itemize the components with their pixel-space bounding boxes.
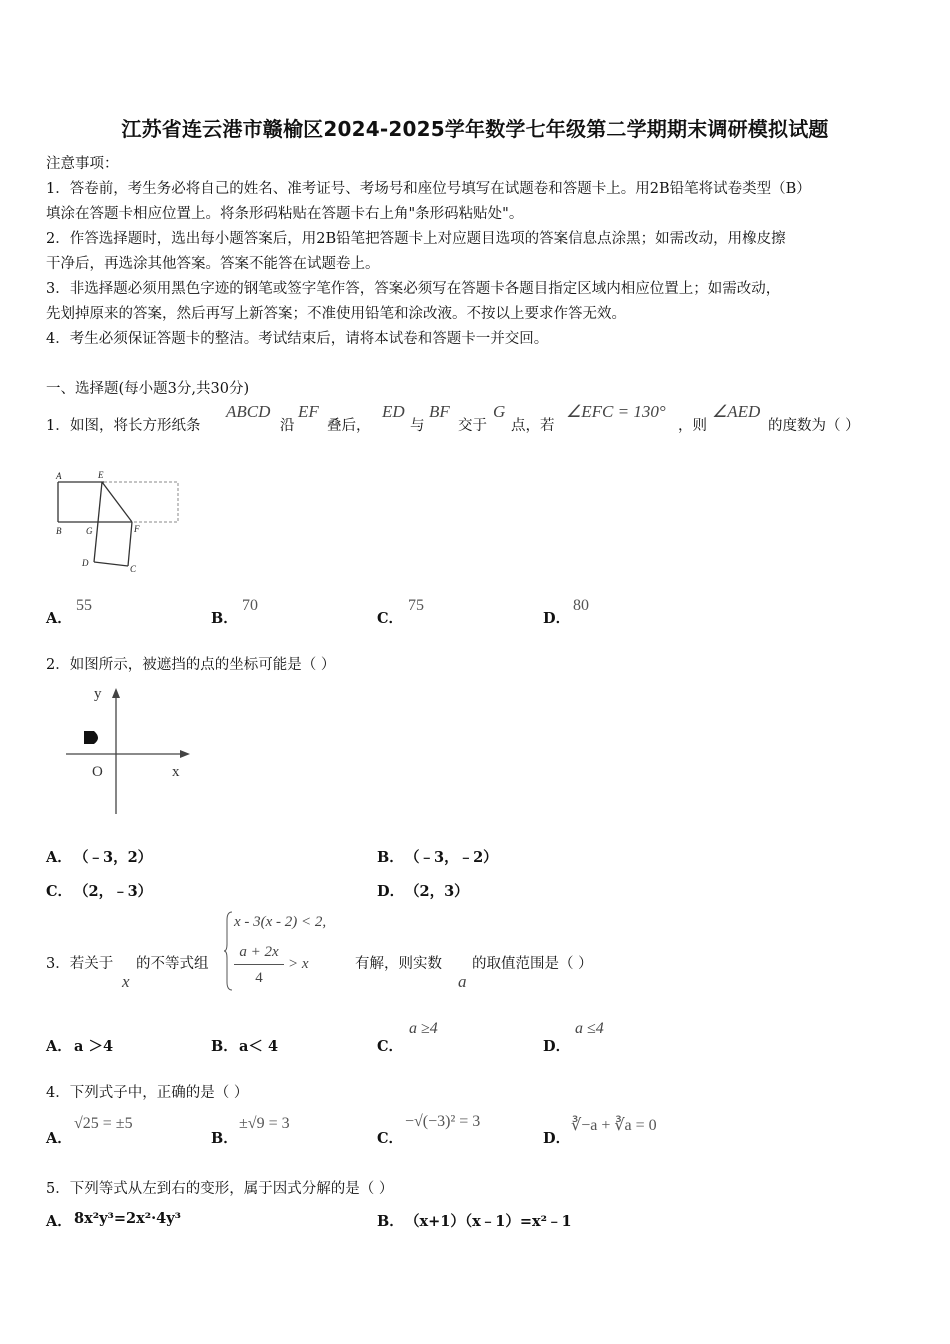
option-label: C．: [377, 1038, 404, 1055]
notice-line: 先划掉原来的答案，然后再写上新答案；不准使用铅笔和涂改液。不按以上要求作答无效。: [46, 306, 626, 322]
q4-text: 4．下列式子中，正确的是（ ）: [46, 1085, 249, 1101]
q3-text: 的取值范围是（ ）: [472, 956, 593, 972]
option-label: D．: [543, 1130, 571, 1147]
option-label: B．: [377, 1213, 404, 1230]
notice-line: 填涂在答题卡相应位置上。将条形码粘贴在答题卡右上角"条形码粘贴处"。: [46, 206, 524, 222]
q1-text: 点，若: [511, 418, 555, 434]
option-label: C．: [377, 1130, 404, 1147]
page-title: 江苏省连云港市赣榆区2024-2025学年数学七年级第二学期期末调研模拟试题: [121, 117, 829, 141]
option-label: B．: [377, 849, 404, 866]
fraction-rhs: > x: [288, 956, 309, 972]
option-label: A．: [46, 1130, 72, 1147]
notice-heading: 注意事项：: [46, 156, 119, 172]
option-label: A．: [46, 610, 72, 627]
x-axis-label: x: [172, 764, 180, 780]
option-value: （2，3）: [405, 883, 469, 900]
option-value: √25 = ±5: [74, 1115, 133, 1132]
option-value: （x+1）（x﹣1）=x²﹣1: [405, 1213, 572, 1230]
q3-text: 有解，则实数: [355, 956, 442, 972]
origin-label: O: [92, 764, 103, 780]
fraction-denominator: 4: [255, 970, 263, 986]
q2-text: 2．如图所示，被遮挡的点的坐标可能是（ ）: [46, 657, 336, 673]
option-value: a ≥4: [409, 1020, 438, 1037]
option-label: C．: [46, 883, 73, 900]
folded-rectangle-figure: [48, 466, 188, 578]
q1-math: EF: [298, 402, 319, 421]
q3-text: 的不等式组: [136, 956, 209, 972]
q1-text: 叠后，: [327, 418, 371, 434]
fraction-numerator: a + 2x: [239, 944, 279, 960]
option-label: C．: [377, 610, 404, 627]
fraction-bar: [234, 964, 284, 965]
option-label: A．: [46, 849, 72, 866]
q1-math: ∠AED: [712, 402, 761, 421]
q1-text: 如图，将长方形纸条: [70, 418, 201, 434]
label-a: A: [56, 471, 62, 481]
q1-math: ABCD: [226, 402, 271, 421]
option-value: ∛−a + ∛a = 0: [571, 1117, 657, 1134]
q1-math: BF: [429, 402, 450, 421]
label-g: G: [86, 526, 93, 536]
covered-point-blot: [84, 731, 98, 744]
option-value: a＜ 4: [239, 1038, 279, 1055]
q1-text: 交于: [458, 418, 487, 434]
q3-var-x: x: [122, 972, 130, 991]
section-heading: 一、选择题(每小题3分,共30分): [46, 381, 250, 397]
notice-line: 干净后，再选涂其他答案。答案不能答在试题卷上。: [46, 256, 380, 272]
option-value: −√(−3)² = 3: [405, 1113, 481, 1130]
q1-text: 与: [410, 418, 425, 434]
label-c: C: [130, 564, 137, 574]
option-value: （2，﹣3）: [74, 883, 153, 900]
option-value: （﹣3，﹣2）: [405, 849, 498, 866]
option-value: ±√9 = 3: [239, 1115, 290, 1132]
option-label: B．: [211, 610, 238, 627]
label-e: E: [98, 470, 104, 480]
y-axis-label: y: [94, 686, 102, 702]
notice-line: 4．考生必须保证答题卡的整洁。考试结束后，请将本试卷和答题卡一并交回。: [46, 331, 549, 347]
label-b: B: [56, 526, 62, 536]
option-value: a ＞4: [74, 1038, 114, 1055]
option-value: 70: [242, 597, 258, 614]
inequality-1: x - 3(x - 2) < 2,: [234, 914, 327, 930]
q1-math: ∠EFC = 130°: [566, 402, 666, 421]
option-label: A．: [46, 1038, 72, 1055]
system-brace: [224, 910, 234, 992]
label-d: D: [82, 558, 89, 568]
notice-line: 2．作答选择题时，选出每小题答案后，用2B铅笔把答题卡上对应题目选项的答案信息点涂黑；如需改动，用橡皮擦: [46, 231, 786, 247]
option-value: a ≤4: [575, 1020, 604, 1037]
q3-var-a: a: [458, 972, 467, 991]
q1-math: G: [493, 402, 506, 421]
option-value: 80: [573, 597, 589, 614]
option-label: D．: [543, 1038, 571, 1055]
option-label: D．: [543, 610, 571, 627]
notice-line: 1．答卷前，考生务必将自己的姓名、准考证号、考场号和座位号填写在试题卷和答题卡上。用2B铅笔将试卷类型（B）: [46, 181, 811, 197]
notice-line: 3．非选择题必须用黑色字迹的钢笔或签字笔作答，答案必须写在答题卡各题目指定区域内相应位置上；如需改动，: [46, 281, 781, 297]
q1-text: ，则: [678, 418, 707, 434]
coordinate-axes-figure: [60, 682, 200, 822]
option-value: （﹣3，2）: [74, 849, 153, 866]
option-label: A．: [46, 1213, 72, 1230]
q1-text: 的度数为（ ）: [768, 418, 860, 434]
label-f: F: [134, 524, 140, 534]
option-label: B．: [211, 1130, 238, 1147]
option-value: 75: [408, 597, 424, 614]
q1-math: ED: [382, 402, 405, 421]
q1-text: 沿: [280, 418, 295, 434]
q5-text: 5．下列等式从左到右的变形，属于因式分解的是（ ）: [46, 1181, 394, 1197]
option-value: 55: [76, 597, 92, 614]
q3-text: 3．若关于: [46, 956, 114, 972]
option-label: D．: [377, 883, 405, 900]
option-value: 8x²y³=2x²·4y³: [74, 1210, 182, 1227]
option-label: B．: [211, 1038, 238, 1055]
q1-number: 1．: [46, 418, 70, 434]
